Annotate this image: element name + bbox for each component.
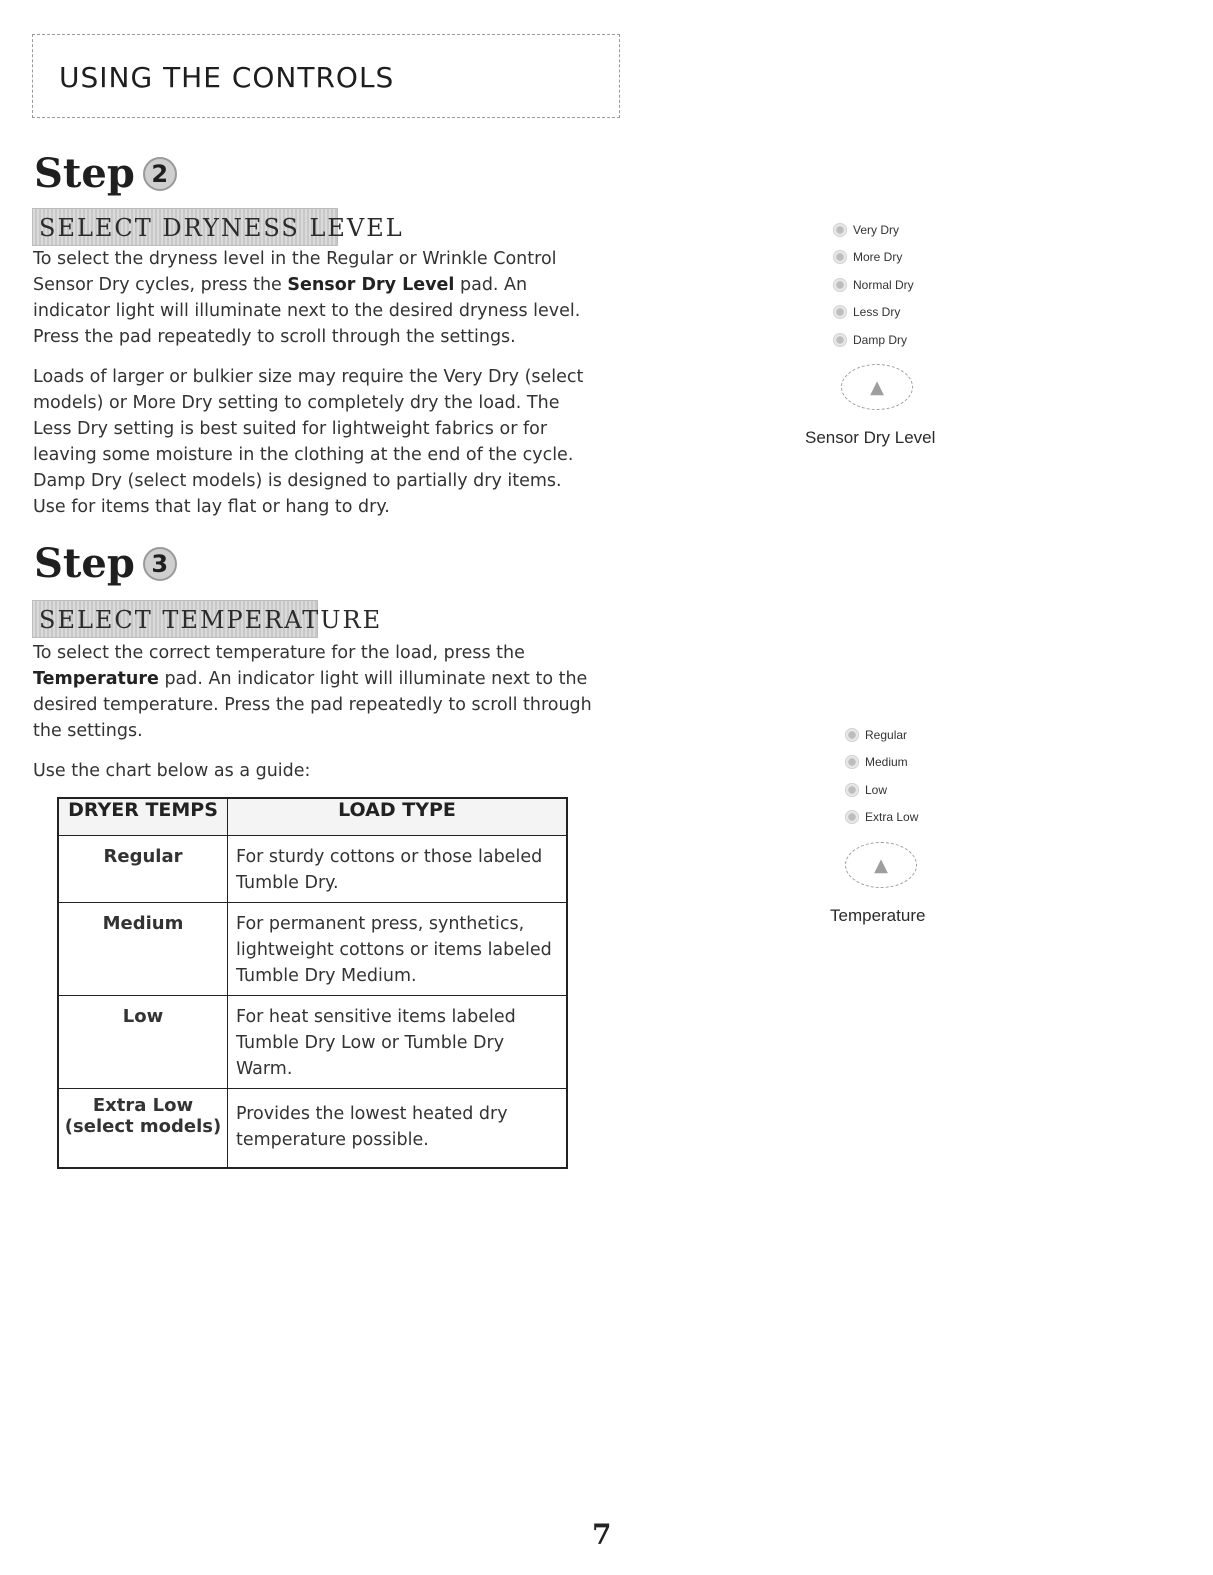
dryness-indicator-very-dry	[833, 216, 914, 244]
load-cell: For heat sensitive items labeled Tumble Dry Low or Tumble Dry Warm.	[228, 996, 568, 1089]
dryness-indicator-list	[833, 216, 914, 354]
temperature-indicator-list	[845, 721, 918, 831]
dryness-level-banner: SELECT DRYNESS LEVEL	[32, 208, 338, 246]
indicator-light-icon	[845, 728, 859, 742]
dryness-guidance: Loads of larger or bulkier size may require the Very Dry (select models) or More Dry setting to completely dry the load. The Less Dry setting is best suited for lightweight fabrics or for leaving some moisture in the clothing at the end of the cycle. Damp Dry (select models) is designed to partially dry items. Use for items that lay flat or hang to dry.	[33, 367, 584, 517]
temperature-label: Temperature	[830, 906, 926, 925]
section-header	[32, 34, 620, 118]
temperature-banner: SELECT TEMPERATURE	[32, 600, 318, 638]
dryness-indicator-normal-dry	[833, 271, 914, 299]
table-row	[58, 836, 567, 903]
table-row	[58, 996, 567, 1089]
dryness-option-label: Damp Dry	[853, 332, 908, 347]
load-cell: For sturdy cottons or those labeled Tumble Dry.	[228, 836, 568, 903]
step-2-number-badge: 2	[143, 157, 177, 191]
temperature-indicator-low	[845, 776, 918, 804]
indicator-light-icon	[833, 305, 847, 319]
table-row	[58, 1089, 567, 1169]
temperature-pad[interactable]	[845, 842, 917, 888]
temperature-option-label: Extra Low	[865, 810, 919, 825]
temperature-instructions-text-2: pad. An indicator light will illuminate next to the desired temperature. Press the pad repeatedly to scroll through the settings.	[33, 669, 592, 741]
indicator-light-icon	[845, 783, 859, 797]
sensor-dry-level-label: Sensor Dry Level	[805, 428, 936, 447]
arrow-up-icon: ▲	[874, 854, 888, 876]
temperature-pad-name: Temperature	[33, 669, 159, 689]
indicator-light-icon	[833, 278, 847, 292]
dryness-option-label: More Dry	[853, 250, 903, 265]
temp-cell: Medium	[58, 903, 228, 996]
table-row	[58, 903, 567, 996]
step-2-word: Step	[34, 150, 135, 197]
step-3-word: Step	[34, 540, 135, 587]
temp-cell: Regular	[58, 836, 228, 903]
step-3-heading	[34, 540, 177, 587]
dryness-instructions-text-2: pad. An indicator light will illuminate next to the desired dryness level. Press the pad repeatedly to scroll through the settings.	[33, 275, 581, 347]
temperature-instructions-text-1: To select the correct temperature for the load, press the	[33, 643, 525, 663]
temp-cell: Extra Low (select models)	[58, 1089, 228, 1169]
temperature-indicator-regular	[845, 721, 918, 749]
temperature-option-label: Medium	[865, 755, 908, 770]
chart-guide-text: Use the chart below as a guide:	[33, 761, 311, 781]
section-title: USING THE CONTROLS	[59, 61, 395, 94]
temperature-option-label: Regular	[865, 727, 908, 742]
temperature-indicator-medium	[845, 749, 918, 777]
temperature-option-label: Low	[865, 782, 888, 797]
dryness-option-label: Less Dry	[853, 305, 901, 320]
indicator-light-icon	[833, 333, 847, 347]
table-header-row	[58, 798, 567, 836]
dryness-instructions	[33, 246, 593, 350]
temp-cell: Low	[58, 996, 228, 1089]
temperature-instructions	[33, 640, 593, 744]
dryness-option-label: Normal Dry	[853, 277, 914, 292]
dryer-temps-table	[57, 797, 568, 1169]
dryness-indicator-less-dry	[833, 299, 914, 327]
dryer-temps-header: DRYER TEMPS	[58, 798, 228, 836]
indicator-light-icon	[833, 223, 847, 237]
temperature-indicator-extra-low	[845, 804, 918, 832]
dryness-instructions-text-1: To select the dryness level in the Regular or Wrinkle Control Sensor Dry cycles, press the	[33, 249, 557, 295]
page-number: 7	[592, 1518, 612, 1551]
step-3-number-badge: 3	[143, 547, 177, 581]
load-type-header: LOAD TYPE	[228, 798, 568, 836]
indicator-light-icon	[845, 755, 859, 769]
load-cell: Provides the lowest heated dry temperature possible.	[228, 1089, 568, 1169]
dryness-indicator-more-dry	[833, 244, 914, 272]
indicator-light-icon	[833, 250, 847, 264]
dryness-indicator-damp-dry	[833, 326, 914, 354]
sensor-dry-level-pad[interactable]	[841, 364, 913, 410]
arrow-up-icon: ▲	[870, 376, 884, 398]
dryness-option-label: Very Dry	[853, 222, 900, 237]
indicator-light-icon	[845, 810, 859, 824]
load-cell: For permanent press, synthetics, lightweight cottons or items labeled Tumble Dry Medium.	[228, 903, 568, 996]
sensor-dry-level-pad-name: Sensor Dry Level	[287, 275, 455, 295]
step-2-heading	[34, 150, 177, 197]
